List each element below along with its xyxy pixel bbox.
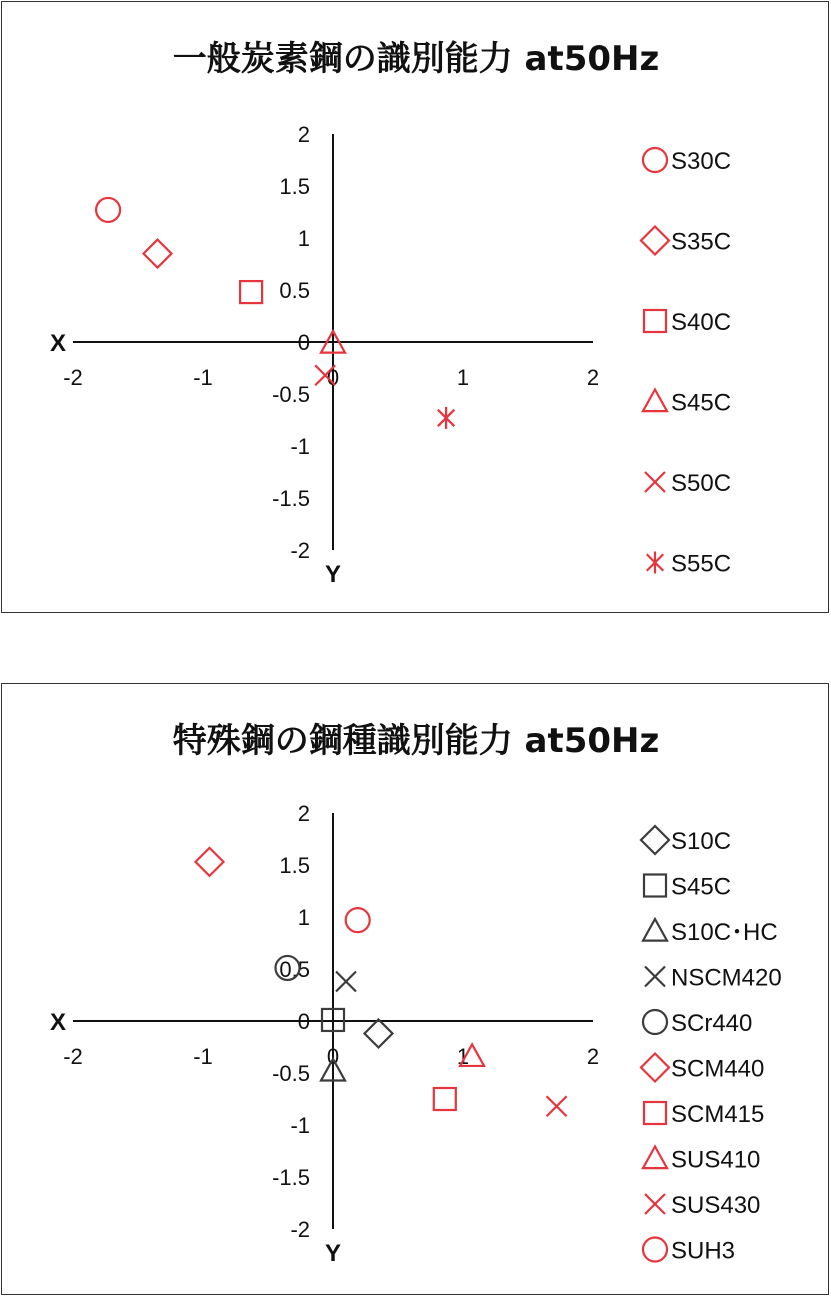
- data-point-S10C: [365, 1019, 393, 1047]
- legend-marker-S50C: [645, 472, 665, 492]
- legend-label: SCM440: [671, 1055, 765, 1083]
- legend-label: S45C: [671, 873, 732, 901]
- data-point-NSCM420: [336, 971, 356, 991]
- x-tick-label: -2: [63, 365, 83, 390]
- chart-title: 特殊鋼の鋼種識別能力 at50Hz: [172, 721, 660, 761]
- data-point-S40C: [240, 281, 262, 303]
- legend-label: S55C: [671, 550, 732, 578]
- y-tick-label: -1.5: [272, 486, 310, 511]
- legend-marker-SUH3: [643, 1238, 667, 1262]
- legend-marker-S10C: [641, 826, 669, 854]
- legend-marker-S45C: [643, 390, 667, 412]
- legend-label: S40C: [671, 309, 732, 336]
- legend-marker-SCM440: [641, 1054, 669, 1082]
- y-tick-label: 0.5: [279, 278, 310, 303]
- legend-marker-S45C: [644, 875, 666, 897]
- legend-label: SUS430: [671, 1192, 761, 1219]
- x-tick-label: -1: [193, 365, 213, 390]
- x-tick-label: 1: [456, 365, 470, 390]
- legend-label: S45C: [671, 389, 732, 417]
- chart-title: 一般炭素鋼の識別能力 at50Hz: [172, 39, 660, 79]
- x-axis-label: X: [49, 330, 67, 357]
- legend-marker-SUS430: [645, 1194, 665, 1214]
- chart-panel-special-steel: [1, 683, 829, 1295]
- y-tick-label: 1.5: [279, 174, 310, 199]
- x-tick-label: -1: [193, 1044, 213, 1069]
- y-tick-label: 1: [297, 905, 310, 930]
- y-tick-label: -1: [290, 434, 310, 459]
- data-point-SCM415: [434, 1088, 456, 1110]
- y-tick-label: -1: [290, 1113, 310, 1138]
- x-tick-label: -2: [63, 1044, 83, 1069]
- y-tick-label: 2: [297, 801, 310, 826]
- legend-marker-S10C･HC: [643, 919, 667, 941]
- legend-marker-NSCM420: [645, 967, 665, 987]
- y-axis-label: Y: [324, 1240, 342, 1267]
- legend-label: NSCM420: [671, 964, 782, 992]
- legend-label: S50C: [671, 470, 732, 497]
- legend-marker-SUS410: [643, 1147, 667, 1169]
- data-point-S55C: [438, 407, 455, 429]
- x-tick-label: 2: [586, 365, 600, 390]
- y-tick-label: 2: [297, 122, 310, 147]
- y-tick-label: 0: [297, 1009, 310, 1034]
- legend-label: S35C: [671, 228, 732, 256]
- chart-panel-carbon-steel: [1, 1, 829, 613]
- x-tick-label: 1: [456, 1044, 470, 1069]
- legend-label: SUH3: [671, 1237, 736, 1265]
- x-tick-label: 0: [326, 365, 340, 390]
- legend-label: S10C: [671, 828, 732, 855]
- chart-carbon-steel: [2, 2, 830, 614]
- y-tick-label: -2: [290, 538, 310, 563]
- y-tick-label: -1.5: [272, 1165, 310, 1190]
- legend-label: SCr440: [671, 1010, 753, 1037]
- y-axis-label: Y: [324, 561, 342, 588]
- x-tick-label: 2: [586, 1044, 600, 1069]
- legend-marker-SCM415: [644, 1102, 666, 1124]
- y-tick-label: 0: [297, 330, 310, 355]
- data-point-SUH3: [346, 908, 370, 932]
- y-tick-label: 0.5: [279, 957, 310, 982]
- legend-label: SCM415: [671, 1101, 765, 1128]
- data-point-SUS430: [547, 1096, 567, 1116]
- data-point-S35C: [144, 240, 172, 268]
- y-tick-label: 1.5: [279, 853, 310, 878]
- legend-marker-S55C: [647, 552, 664, 574]
- chart-special-steel: [2, 684, 830, 1296]
- x-tick-label: 0: [326, 1044, 340, 1069]
- y-tick-label: 1: [297, 226, 310, 251]
- x-axis-label: X: [49, 1009, 67, 1036]
- legend-label: S30C: [671, 148, 732, 175]
- legend-label: S10C･HC: [671, 919, 778, 946]
- y-tick-label: -2: [290, 1217, 310, 1242]
- legend-marker-S40C: [644, 310, 666, 332]
- legend-marker-S30C: [643, 148, 667, 172]
- y-tick-label: -0.5: [272, 382, 310, 407]
- data-point-S30C: [96, 198, 120, 222]
- y-tick-label: -0.5: [272, 1061, 310, 1086]
- legend-marker-SCr440: [643, 1010, 667, 1034]
- data-point-SCM440: [196, 848, 224, 876]
- legend-label: SUS410: [671, 1146, 761, 1174]
- legend-marker-S35C: [641, 227, 669, 255]
